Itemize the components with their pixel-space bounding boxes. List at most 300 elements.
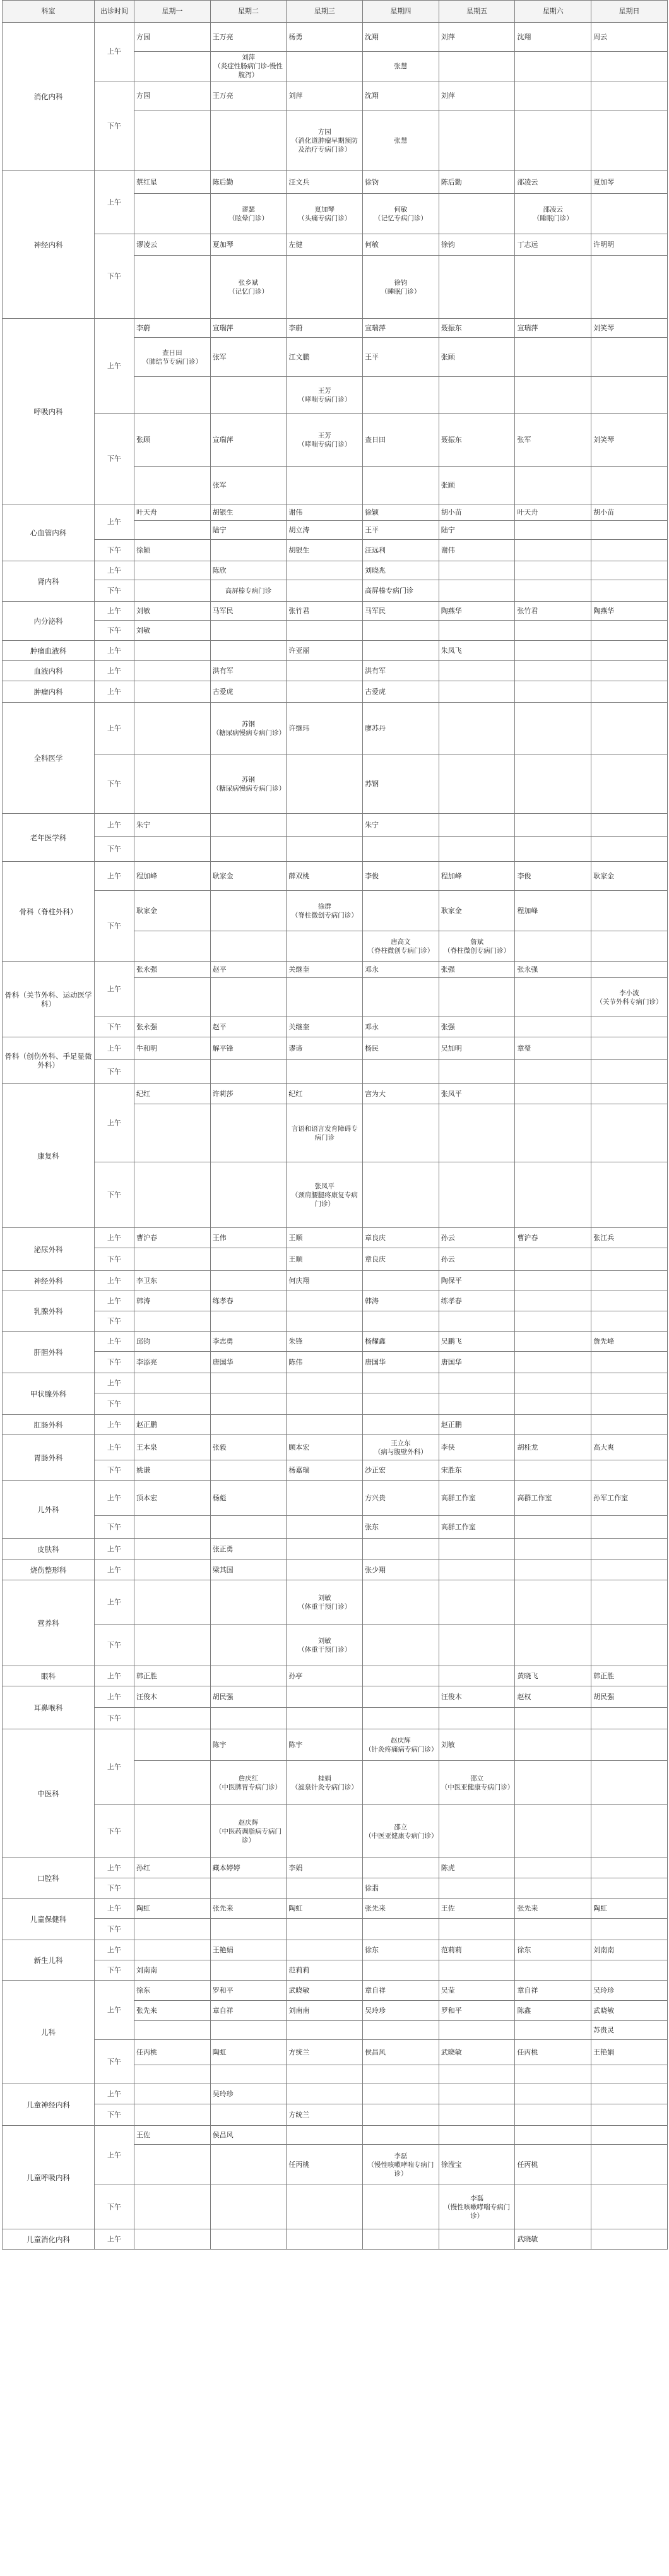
doctor-name: 詹庆红 xyxy=(238,1774,259,1782)
schedule-cell xyxy=(515,1311,591,1332)
schedule-cell xyxy=(287,2229,363,2250)
schedule-cell xyxy=(363,561,439,580)
schedule-cell xyxy=(439,814,515,837)
schedule-cell xyxy=(363,338,439,377)
session-time: 上午 xyxy=(95,1686,134,1708)
doctor-name: 朱宁 xyxy=(136,820,150,829)
doctor-name: 刘敏 xyxy=(317,1637,331,1645)
schedule-cell xyxy=(210,1761,287,1805)
schedule-cell xyxy=(287,2084,363,2104)
session-time: 下午 xyxy=(95,1516,134,1539)
department-name: 乳腺外科 xyxy=(3,1291,95,1332)
table-row xyxy=(3,1435,668,1460)
table-row xyxy=(3,1708,668,1729)
schedule-cell xyxy=(591,814,668,837)
doctor-name: 汪文兵 xyxy=(288,177,310,186)
clinic-note: （脊柱微创专病门诊） xyxy=(367,946,434,955)
schedule-cell xyxy=(134,1162,211,1228)
doctor-name: 张毅 xyxy=(212,1443,227,1452)
doctor-name: 侯昌风 xyxy=(212,2130,234,2139)
schedule-cell xyxy=(287,580,363,602)
schedule-cell xyxy=(515,1060,591,1084)
doctor-name: 李志勇 xyxy=(212,1337,234,1345)
schedule-cell xyxy=(287,1084,363,1104)
session-time: 下午 xyxy=(95,540,134,561)
table-row xyxy=(3,1460,668,1481)
doctor-name: 王佐 xyxy=(136,2130,150,2139)
doctor-name: 徐颖 xyxy=(365,508,379,516)
clinic-note: （脊柱微创专病门诊） xyxy=(444,946,511,955)
doctor-name: 言语和语言发育障碍专病门诊 xyxy=(291,1124,358,1142)
schedule-cell xyxy=(591,1291,668,1311)
schedule-cell xyxy=(210,1878,287,1899)
schedule-cell xyxy=(134,2001,211,2021)
schedule-cell xyxy=(591,1761,668,1805)
schedule-cell xyxy=(363,2126,439,2145)
table-row xyxy=(3,2040,668,2065)
schedule-cell xyxy=(363,1352,439,1373)
schedule-cell xyxy=(134,1761,211,1805)
clinic-note: （体重干预门诊） xyxy=(298,1602,352,1611)
schedule-cell xyxy=(363,2065,439,2084)
schedule-cell xyxy=(287,2065,363,2084)
schedule-cell xyxy=(287,814,363,837)
schedule-cell xyxy=(134,338,211,377)
table-row xyxy=(3,814,668,837)
schedule-cell xyxy=(210,1516,287,1539)
schedule-cell xyxy=(287,602,363,621)
schedule-cell xyxy=(210,1311,287,1332)
schedule-cell xyxy=(287,1761,363,1805)
doctor-name: 刘敏 xyxy=(441,1740,455,1749)
clinic-note: （睡眠门诊） xyxy=(381,287,421,295)
schedule-cell xyxy=(363,1919,439,1940)
doctor-name: 谬凌云 xyxy=(136,240,157,249)
schedule-cell xyxy=(591,580,668,602)
doctor-name: 张凤平 xyxy=(314,1182,334,1190)
doctor-name: 徐钧 xyxy=(441,240,455,249)
doctor-name: 张军 xyxy=(517,435,531,444)
department-name: 肿瘤内科 xyxy=(3,681,95,703)
session-time: 下午 xyxy=(95,1060,134,1084)
doctor-name: 方园 xyxy=(136,91,150,100)
schedule-cell xyxy=(287,1981,363,2001)
doctor-name: 高屏榛专病门诊 xyxy=(225,587,272,595)
doctor-name: 刘南南 xyxy=(593,1945,615,1954)
schedule-cell xyxy=(515,1729,591,1761)
schedule-cell xyxy=(363,1084,439,1104)
clinic-note: （糖尿病慢病专病门诊） xyxy=(212,729,286,737)
schedule-cell xyxy=(287,978,363,1017)
session-time: 上午 xyxy=(95,2229,134,2250)
doctor-name: 汪俊木 xyxy=(441,1692,462,1701)
schedule-cell xyxy=(287,1560,363,1580)
table-row xyxy=(3,1960,668,1981)
doctor-name: 王艳娟 xyxy=(212,1945,234,1954)
schedule-cell xyxy=(515,521,591,540)
doctor-name: 左健 xyxy=(288,240,303,249)
schedule-cell xyxy=(591,1560,668,1580)
schedule-cell xyxy=(515,837,591,862)
schedule-cell xyxy=(591,1373,668,1393)
schedule-cell xyxy=(287,931,363,962)
table-row xyxy=(3,1373,668,1393)
schedule-cell xyxy=(134,1625,211,1666)
schedule-cell xyxy=(210,1625,287,1666)
doctor-name: 陶虹 xyxy=(288,1904,303,1912)
schedule-cell xyxy=(287,414,363,467)
department-name: 全科医学 xyxy=(3,703,95,814)
schedule-cell xyxy=(287,52,363,81)
schedule-cell xyxy=(439,2001,515,2021)
session-time: 上午 xyxy=(95,1539,134,1560)
header-day-3: 星期三 xyxy=(287,1,363,23)
schedule-cell xyxy=(363,1332,439,1352)
schedule-cell xyxy=(210,2065,287,2084)
schedule-cell xyxy=(439,1017,515,1037)
schedule-cell xyxy=(591,962,668,978)
doctor-name: 吴莹 xyxy=(441,1986,455,1995)
schedule-cell xyxy=(287,521,363,540)
table-row xyxy=(3,2229,668,2250)
schedule-cell xyxy=(439,2229,515,2250)
table-row xyxy=(3,1017,668,1037)
session-time: 上午 xyxy=(95,1981,134,2040)
schedule-cell xyxy=(363,1060,439,1084)
schedule-cell xyxy=(591,1311,668,1332)
schedule-cell xyxy=(134,377,211,414)
schedule-cell xyxy=(515,1919,591,1940)
table-row xyxy=(3,1940,668,1960)
schedule-cell xyxy=(287,1686,363,1708)
doctor-name: 徐东 xyxy=(365,1945,379,1954)
schedule-cell xyxy=(439,256,515,319)
schedule-cell xyxy=(363,1580,439,1625)
schedule-cell xyxy=(515,1435,591,1460)
doctor-name: 刘敏 xyxy=(317,1594,331,1602)
schedule-cell xyxy=(134,1311,211,1332)
schedule-cell xyxy=(134,2040,211,2065)
schedule-cell xyxy=(591,1481,668,1516)
session-time: 上午 xyxy=(95,1291,134,1311)
schedule-cell xyxy=(515,1686,591,1708)
schedule-cell xyxy=(210,641,287,661)
schedule-cell xyxy=(287,1060,363,1084)
session-time: 上午 xyxy=(95,1481,134,1516)
session-time: 上午 xyxy=(95,1332,134,1352)
session-time: 下午 xyxy=(95,891,134,962)
schedule-cell xyxy=(287,1291,363,1311)
clinic-note: （颈肩腰腿疼康复专病门诊） xyxy=(291,1191,358,1208)
doctor-name: 练孝春 xyxy=(212,1296,234,1305)
doctor-name: 刘南南 xyxy=(288,2006,310,2015)
session-time: 下午 xyxy=(95,1393,134,1415)
schedule-cell xyxy=(591,602,668,621)
session-time: 上午 xyxy=(95,1271,134,1291)
schedule-cell xyxy=(363,504,439,521)
schedule-cell xyxy=(439,681,515,703)
schedule-cell xyxy=(287,703,363,754)
session-time: 下午 xyxy=(95,1625,134,1666)
session-time: 上午 xyxy=(95,602,134,621)
schedule-cell xyxy=(210,703,287,754)
schedule-cell xyxy=(515,1332,591,1352)
schedule-cell xyxy=(287,641,363,661)
schedule-cell xyxy=(515,1084,591,1104)
table-row xyxy=(3,837,668,862)
schedule-cell xyxy=(439,52,515,81)
doctor-name: 宋胜东 xyxy=(441,1465,462,1474)
doctor-name: 谬瑟 xyxy=(242,205,256,213)
schedule-cell xyxy=(439,1332,515,1352)
schedule-cell xyxy=(287,681,363,703)
doctor-name: 王芳 xyxy=(317,386,331,395)
schedule-cell xyxy=(134,1686,211,1708)
schedule-cell xyxy=(287,1248,363,1271)
doctor-name: 邓永 xyxy=(365,965,379,974)
doctor-name: 陈后勤 xyxy=(212,177,234,186)
clinic-note: （记忆门诊） xyxy=(228,287,269,295)
schedule-cell xyxy=(134,1580,211,1625)
schedule-cell xyxy=(363,862,439,891)
schedule-cell xyxy=(515,2126,591,2145)
doctor-name: 聂振东 xyxy=(441,435,462,444)
doctor-name: 牛和明 xyxy=(136,1044,157,1052)
table-row xyxy=(3,540,668,561)
schedule-cell xyxy=(363,319,439,338)
schedule-cell xyxy=(363,2229,439,2250)
schedule-cell xyxy=(591,2185,668,2229)
department-name: 耳鼻喉科 xyxy=(3,1686,95,1729)
doctor-name: 王顺 xyxy=(288,1233,303,1242)
schedule-cell xyxy=(439,1981,515,2001)
schedule-cell xyxy=(363,1761,439,1805)
schedule-cell xyxy=(591,978,668,1017)
doctor-name: 宣瑞萍 xyxy=(212,323,234,332)
table-row xyxy=(3,1060,668,1084)
schedule-cell xyxy=(591,1516,668,1539)
schedule-cell xyxy=(134,1393,211,1415)
schedule-cell xyxy=(363,521,439,540)
table-row xyxy=(3,641,668,661)
schedule-cell xyxy=(591,1625,668,1666)
schedule-cell xyxy=(210,2084,287,2104)
schedule-cell xyxy=(515,2084,591,2104)
schedule-cell xyxy=(210,81,287,110)
schedule-cell xyxy=(591,1460,668,1481)
doctor-name: 古爱虎 xyxy=(365,687,386,696)
doctor-name: 詹斌 xyxy=(470,938,484,946)
schedule-cell xyxy=(287,2185,363,2229)
clinic-note: （病与腹壁外科） xyxy=(374,1448,427,1456)
doctor-name: 赵正鹏 xyxy=(136,1420,157,1429)
schedule-cell xyxy=(210,2104,287,2126)
schedule-cell xyxy=(439,1625,515,1666)
schedule-cell xyxy=(363,1858,439,1878)
doctor-name: 杨民 xyxy=(365,1044,379,1052)
doctor-name: 陆宁 xyxy=(212,525,227,534)
schedule-cell xyxy=(210,467,287,504)
schedule-cell xyxy=(363,1686,439,1708)
department-name: 肝胆外科 xyxy=(3,1332,95,1373)
doctor-name: 曹沪春 xyxy=(136,1233,157,1242)
schedule-cell xyxy=(210,862,287,891)
schedule-cell xyxy=(439,561,515,580)
doctor-name: 何敏 xyxy=(394,205,408,213)
schedule-cell xyxy=(439,1352,515,1373)
schedule-cell xyxy=(287,1162,363,1228)
schedule-cell xyxy=(210,1560,287,1580)
schedule-cell xyxy=(591,661,668,681)
schedule-cell xyxy=(363,962,439,978)
doctor-name: 张顾 xyxy=(441,480,455,489)
schedule-cell xyxy=(134,1017,211,1037)
doctor-name: 武晓敏 xyxy=(288,1986,310,1995)
department-name: 儿外科 xyxy=(3,1481,95,1539)
doctor-name: 唐国华 xyxy=(212,1357,234,1366)
schedule-cell xyxy=(210,962,287,978)
doctor-name: 胡民强 xyxy=(212,1692,234,1701)
table-row xyxy=(3,1580,668,1625)
schedule-cell xyxy=(591,2126,668,2145)
doctor-name: 胡立涛 xyxy=(288,525,310,534)
doctor-name: 邵立 xyxy=(470,1774,484,1782)
schedule-cell xyxy=(515,703,591,754)
doctor-name: 古爱虎 xyxy=(212,687,234,696)
department-name: 口腔科 xyxy=(3,1858,95,1899)
department-name: 骨科（创伤外科、手足显微外科） xyxy=(3,1037,95,1084)
schedule-cell xyxy=(439,319,515,338)
header-time: 出诊时间 xyxy=(95,1,134,23)
schedule-cell xyxy=(287,1352,363,1373)
schedule-cell xyxy=(210,23,287,52)
schedule-cell xyxy=(591,1805,668,1858)
schedule-cell xyxy=(287,23,363,52)
schedule-cell xyxy=(515,1960,591,1981)
doctor-name: 张东 xyxy=(365,1522,379,1531)
clinic-note: （消化道肿瘤早期预防及治疗专病门诊） xyxy=(291,136,358,153)
schedule-cell xyxy=(134,1666,211,1686)
clinic-note: （糖尿病慢病专病门诊） xyxy=(212,784,286,792)
session-time: 上午 xyxy=(95,2084,134,2104)
schedule-cell xyxy=(134,194,211,234)
schedule-cell xyxy=(591,931,668,962)
clinic-note: （针灸疼痛病专病门诊） xyxy=(365,1745,438,1753)
session-time: 上午 xyxy=(95,962,134,1017)
schedule-cell xyxy=(591,1919,668,1940)
schedule-cell xyxy=(591,641,668,661)
schedule-cell xyxy=(439,1666,515,1686)
doctor-name: 范莉莉 xyxy=(288,1965,310,1974)
schedule-cell xyxy=(134,2229,211,2250)
doctor-name: 江文鹏 xyxy=(288,352,310,361)
doctor-name: 王顺 xyxy=(288,1255,303,1263)
schedule-cell xyxy=(439,467,515,504)
schedule-cell xyxy=(363,2145,439,2185)
session-time: 下午 xyxy=(95,1248,134,1271)
schedule-cell xyxy=(591,2021,668,2040)
schedule-cell xyxy=(591,467,668,504)
doctor-name: 邵立 xyxy=(394,1823,408,1831)
schedule-cell xyxy=(591,2084,668,2104)
schedule-cell xyxy=(363,1981,439,2001)
doctor-name: 刘萍 xyxy=(441,32,455,41)
session-time: 上午 xyxy=(95,1415,134,1435)
schedule-cell xyxy=(515,1373,591,1393)
schedule-cell xyxy=(134,837,211,862)
table-row xyxy=(3,1539,668,1560)
session-time: 下午 xyxy=(95,1878,134,1899)
schedule-cell xyxy=(134,1460,211,1481)
doctor-name: 解平锋 xyxy=(212,1044,234,1052)
schedule-cell xyxy=(515,621,591,641)
schedule-cell xyxy=(515,1352,591,1373)
schedule-cell xyxy=(210,414,287,467)
schedule-cell xyxy=(134,1435,211,1460)
schedule-cell xyxy=(134,1481,211,1516)
schedule-cell xyxy=(515,862,591,891)
schedule-cell xyxy=(591,2145,668,2185)
schedule-cell xyxy=(363,1393,439,1415)
doctor-name: 陶燕华 xyxy=(593,606,615,615)
session-time: 下午 xyxy=(95,1805,134,1858)
schedule-cell xyxy=(134,561,211,580)
schedule-cell xyxy=(515,1899,591,1919)
schedule-cell xyxy=(287,561,363,580)
doctor-name: 朱锋 xyxy=(288,1337,303,1345)
doctor-name: 陶燕华 xyxy=(441,606,462,615)
schedule-cell xyxy=(363,2021,439,2040)
doctor-name: 章自祥 xyxy=(212,2006,234,2015)
table-row xyxy=(3,1162,668,1228)
schedule-cell xyxy=(591,1899,668,1919)
schedule-cell xyxy=(363,814,439,837)
schedule-cell xyxy=(134,2084,211,2104)
doctor-name: 张江兵 xyxy=(593,1233,615,1242)
doctor-name: 周云 xyxy=(593,32,608,41)
schedule-cell xyxy=(210,814,287,837)
schedule-cell xyxy=(591,1060,668,1084)
schedule-cell xyxy=(363,1248,439,1271)
schedule-cell xyxy=(210,1805,287,1858)
clinic-note: （哮喘专病门诊） xyxy=(298,440,352,448)
schedule-cell xyxy=(210,580,287,602)
schedule-cell xyxy=(134,256,211,319)
schedule-cell xyxy=(439,1539,515,1560)
schedule-cell xyxy=(515,234,591,256)
doctor-name: 王芳 xyxy=(317,431,331,439)
schedule-cell xyxy=(363,641,439,661)
schedule-cell xyxy=(287,1940,363,1960)
doctor-name: 章自祥 xyxy=(517,1986,538,1995)
doctor-name: 程加峰 xyxy=(441,871,462,880)
schedule-cell xyxy=(591,81,668,110)
schedule-cell xyxy=(363,1037,439,1060)
schedule-cell xyxy=(439,1271,515,1291)
doctor-name: 陈宇 xyxy=(288,1740,303,1749)
session-time: 下午 xyxy=(95,2040,134,2084)
schedule-cell xyxy=(439,1580,515,1625)
doctor-name: 刘敏 xyxy=(136,606,150,615)
doctor-name: 方统兰 xyxy=(288,2110,310,2119)
header-day-6: 星期六 xyxy=(515,1,591,23)
schedule-cell xyxy=(439,703,515,754)
header-day-7: 星期日 xyxy=(591,1,668,23)
doctor-name: 张强 xyxy=(441,965,455,974)
schedule-cell xyxy=(210,171,287,194)
schedule-cell xyxy=(210,2185,287,2229)
schedule-cell xyxy=(591,521,668,540)
